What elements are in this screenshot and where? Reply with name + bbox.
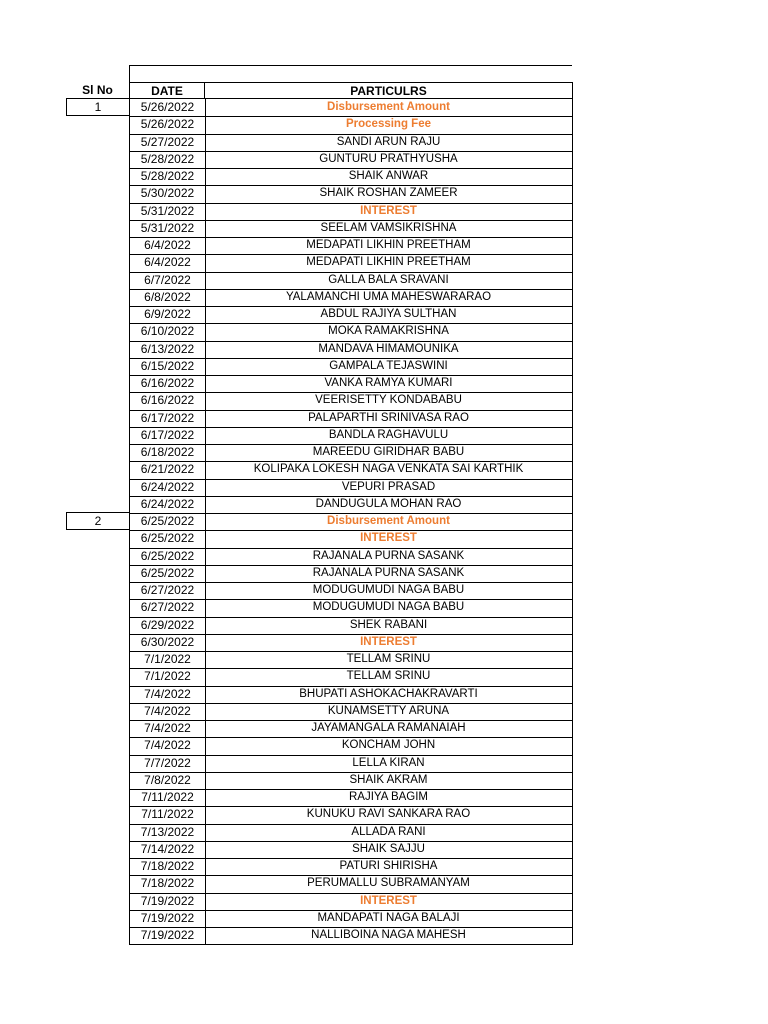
- particulars-cell: BANDLA RAGHAVULU: [205, 427, 573, 445]
- date-cell: 7/19/2022: [129, 893, 206, 911]
- table-row: [0, 427, 768, 444]
- particulars-cell: DANDUGULA MOHAN RAO: [205, 496, 573, 514]
- particulars-cell: SHAIK SAJJU: [205, 841, 573, 859]
- table-row: [0, 806, 768, 823]
- particulars-cell: SHAIK ROSHAN ZAMEER: [205, 185, 573, 203]
- date-cell: 7/1/2022: [129, 668, 206, 686]
- header-sl-no: Sl No: [82, 83, 113, 97]
- particulars-cell: RAJANALA PURNA SASANK: [205, 565, 573, 583]
- table-row: [0, 530, 768, 547]
- particulars-cell: PATURI SHIRISHA: [205, 858, 573, 876]
- table-row: [0, 254, 768, 271]
- table-row: [0, 306, 768, 323]
- table-row: [0, 237, 768, 254]
- header-particulars: PARTICULRS: [205, 82, 573, 99]
- particulars-cell: GUNTURU PRATHYUSHA: [205, 151, 573, 169]
- table-row: [0, 668, 768, 685]
- table-row: [0, 755, 768, 772]
- particulars-cell: VEPURI PRASAD: [205, 479, 573, 497]
- table-row: [0, 444, 768, 461]
- table-row: [0, 341, 768, 358]
- particulars-cell: KOLIPAKA LOKESH NAGA VENKATA SAI KARTHIK: [205, 461, 573, 479]
- date-cell: 5/31/2022: [129, 220, 206, 238]
- table-row: [0, 392, 768, 409]
- particulars-cell: PERUMALLU SUBRAMANYAM: [205, 875, 573, 893]
- date-cell: 7/11/2022: [129, 789, 206, 807]
- date-cell: 5/30/2022: [129, 185, 206, 203]
- table-row: [0, 358, 768, 375]
- table-row: [0, 841, 768, 858]
- particulars-cell: KUNAMSETTY ARUNA: [205, 703, 573, 721]
- date-cell: 5/26/2022: [129, 116, 206, 134]
- date-cell: 6/17/2022: [129, 427, 206, 445]
- date-cell: 6/15/2022: [129, 358, 206, 376]
- particulars-cell: INTEREST: [205, 203, 573, 221]
- particulars-cell: VEERISETTY KONDABABU: [205, 392, 573, 410]
- particulars-cell: RAJIYA BAGIM: [205, 789, 573, 807]
- date-cell: 5/28/2022: [129, 151, 206, 169]
- table-row: [0, 565, 768, 582]
- date-cell: 7/19/2022: [129, 910, 206, 928]
- particulars-cell: Processing Fee: [205, 116, 573, 134]
- date-cell: 5/28/2022: [129, 168, 206, 186]
- particulars-cell: NALLIBOINA NAGA MAHESH: [205, 927, 573, 945]
- date-cell: 7/18/2022: [129, 858, 206, 876]
- date-cell: 6/17/2022: [129, 410, 206, 428]
- date-cell: 6/8/2022: [129, 289, 206, 307]
- particulars-cell: MANDAPATI NAGA BALAJI: [205, 910, 573, 928]
- particulars-cell: LELLA KIRAN: [205, 755, 573, 773]
- particulars-cell: INTEREST: [205, 893, 573, 911]
- table-row: [0, 496, 768, 513]
- particulars-cell: INTEREST: [205, 530, 573, 548]
- particulars-cell: YALAMANCHI UMA MAHESWARARAO: [205, 289, 573, 307]
- particulars-cell: KUNUKU RAVI SANKARA RAO: [205, 806, 573, 824]
- particulars-cell: ALLADA RANI: [205, 824, 573, 842]
- particulars-cell: SANDI ARUN RAJU: [205, 134, 573, 152]
- table-row: [0, 548, 768, 565]
- date-cell: 6/24/2022: [129, 479, 206, 497]
- table-row: [0, 599, 768, 616]
- sl-no-cell: 1: [66, 98, 130, 116]
- date-cell: 6/18/2022: [129, 444, 206, 462]
- table-row: [0, 737, 768, 754]
- table-row: [0, 893, 768, 910]
- table-row: [0, 686, 768, 703]
- particulars-cell: KONCHAM JOHN: [205, 737, 573, 755]
- date-cell: 6/24/2022: [129, 496, 206, 514]
- particulars-cell: MEDAPATI LIKHIN PREETHAM: [205, 237, 573, 255]
- particulars-cell: MEDAPATI LIKHIN PREETHAM: [205, 254, 573, 272]
- table-row: [0, 513, 768, 530]
- date-cell: 6/25/2022: [129, 513, 206, 531]
- particulars-cell: INTEREST: [205, 634, 573, 652]
- date-cell: 5/26/2022: [129, 99, 206, 117]
- table-row: [0, 858, 768, 875]
- date-cell: 7/18/2022: [129, 875, 206, 893]
- date-cell: 6/10/2022: [129, 323, 206, 341]
- date-cell: 6/30/2022: [129, 634, 206, 652]
- table-row: [0, 99, 768, 116]
- table-row: [0, 651, 768, 668]
- date-cell: 6/25/2022: [129, 565, 206, 583]
- table-row: [0, 168, 768, 185]
- particulars-cell: Disbursement Amount: [205, 513, 573, 531]
- table-row: [0, 634, 768, 651]
- particulars-cell: VANKA RAMYA KUMARI: [205, 375, 573, 393]
- date-cell: 6/27/2022: [129, 582, 206, 600]
- particulars-cell: PALAPARTHI SRINIVASA RAO: [205, 410, 573, 428]
- date-cell: 6/4/2022: [129, 254, 206, 272]
- table-row: [0, 910, 768, 927]
- particulars-cell: SHAIK ANWAR: [205, 168, 573, 186]
- particulars-cell: MANDAVA HIMAMOUNIKA: [205, 341, 573, 359]
- table-row: [0, 151, 768, 168]
- date-cell: 6/7/2022: [129, 272, 206, 290]
- date-cell: 7/19/2022: [129, 927, 206, 945]
- date-cell: 7/7/2022: [129, 755, 206, 773]
- date-cell: 6/25/2022: [129, 548, 206, 566]
- table-row: [0, 824, 768, 841]
- date-cell: 7/1/2022: [129, 651, 206, 669]
- table-row: [0, 582, 768, 599]
- table-row: [0, 116, 768, 133]
- particulars-cell: MODUGUMUDI NAGA BABU: [205, 599, 573, 617]
- date-cell: 7/4/2022: [129, 703, 206, 721]
- particulars-cell: GAMPALA TEJASWINI: [205, 358, 573, 376]
- date-cell: 7/4/2022: [129, 737, 206, 755]
- particulars-cell: BHUPATI ASHOKACHAKRAVARTI: [205, 686, 573, 704]
- date-cell: 6/13/2022: [129, 341, 206, 359]
- date-cell: 6/29/2022: [129, 617, 206, 635]
- date-cell: 6/21/2022: [129, 461, 206, 479]
- date-cell: 6/27/2022: [129, 599, 206, 617]
- table-left-border: [129, 65, 130, 82]
- table-row: [0, 272, 768, 289]
- date-cell: 7/11/2022: [129, 806, 206, 824]
- particulars-cell: SEELAM VAMSIKRISHNA: [205, 220, 573, 238]
- particulars-cell: TELLAM SRINU: [205, 668, 573, 686]
- table-row: [0, 220, 768, 237]
- particulars-cell: MAREEDU GIRIDHAR BABU: [205, 444, 573, 462]
- table-row: [0, 703, 768, 720]
- particulars-cell: TELLAM SRINU: [205, 651, 573, 669]
- table-row: [0, 772, 768, 789]
- particulars-cell: SHAIK AKRAM: [205, 772, 573, 790]
- date-cell: 7/13/2022: [129, 824, 206, 842]
- particulars-cell: GALLA BALA SRAVANI: [205, 272, 573, 290]
- date-cell: 6/4/2022: [129, 237, 206, 255]
- particulars-cell: RAJANALA PURNA SASANK: [205, 548, 573, 566]
- date-cell: 5/27/2022: [129, 134, 206, 152]
- table-row: [0, 461, 768, 478]
- table-row: [0, 789, 768, 806]
- table-row: [0, 479, 768, 496]
- date-cell: 6/16/2022: [129, 392, 206, 410]
- date-cell: 6/25/2022: [129, 530, 206, 548]
- date-cell: 5/31/2022: [129, 203, 206, 221]
- particulars-cell: Disbursement Amount: [205, 99, 573, 117]
- date-cell: 6/9/2022: [129, 306, 206, 324]
- particulars-cell: SHEK RABANI: [205, 617, 573, 635]
- header-date: DATE: [129, 82, 205, 99]
- table-row: [0, 134, 768, 151]
- date-cell: 7/4/2022: [129, 720, 206, 738]
- particulars-cell: JAYAMANGALA RAMANAIAH: [205, 720, 573, 738]
- table-row: [0, 323, 768, 340]
- particulars-cell: MODUGUMUDI NAGA BABU: [205, 582, 573, 600]
- date-cell: 6/16/2022: [129, 375, 206, 393]
- table-row: [0, 927, 768, 944]
- table-row: [0, 185, 768, 202]
- table-row: [0, 720, 768, 737]
- table-row: [0, 875, 768, 892]
- particulars-cell: MOKA RAMAKRISHNA: [205, 323, 573, 341]
- table-row: [0, 289, 768, 306]
- date-cell: 7/14/2022: [129, 841, 206, 859]
- table-row: [0, 617, 768, 634]
- particulars-cell: ABDUL RAJIYA SULTHAN: [205, 306, 573, 324]
- table-row: [0, 375, 768, 392]
- ledger-table-body: [0, 99, 768, 944]
- table-row: [0, 203, 768, 220]
- table-top-border: [129, 65, 572, 66]
- table-row: [0, 410, 768, 427]
- date-cell: 7/8/2022: [129, 772, 206, 790]
- sl-no-cell: 2: [66, 512, 130, 530]
- date-cell: 7/4/2022: [129, 686, 206, 704]
